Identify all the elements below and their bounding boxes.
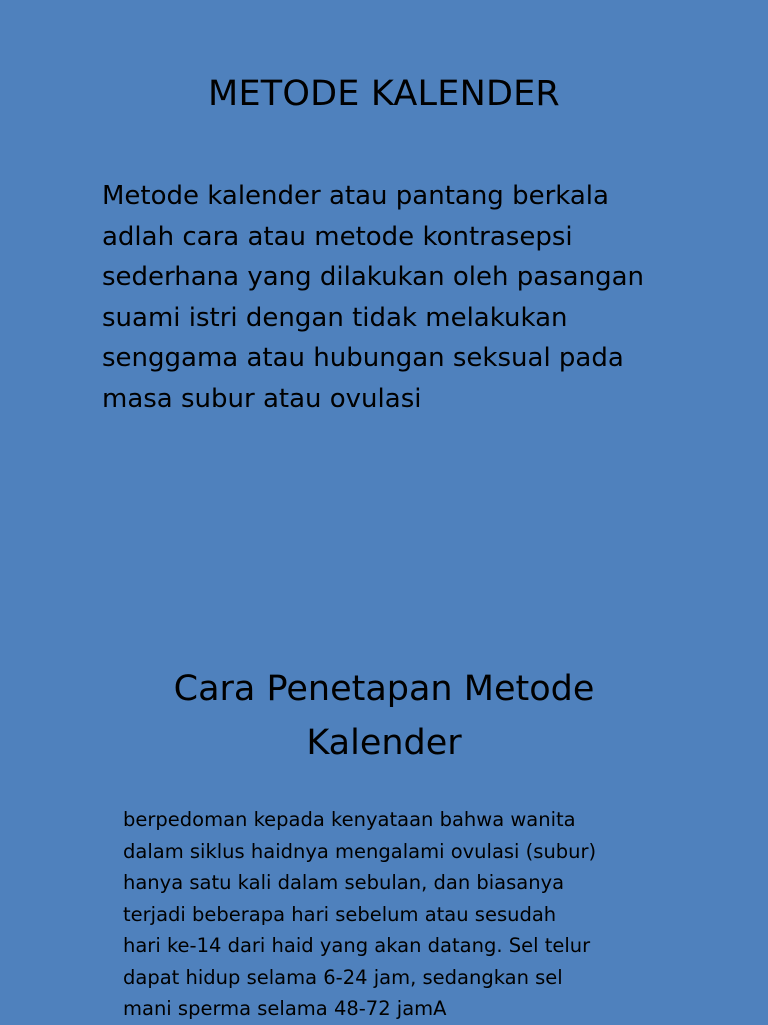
slide-metode-kalender (0, 0, 768, 512)
slide-cara-penetapan (0, 512, 768, 1024)
slide-body-text: Metode kalender atau pantang berkala adlah cara atau metode kontrasepsi sederhana yang dilakukan oleh pasangan suami istri dengan tidak melakukan senggama atau hubungan seksual pada masa subur atau ovulasi (102, 181, 645, 414)
slide-title: Cara Penetapan Metode Kalender (173, 669, 595, 763)
slide-title: METODE KALENDER (208, 74, 560, 114)
slide-body-text: berpedoman kepada kenyataan bahwa wanita dalam siklus haidnya mengalami ovulasi (subur) hanya satu kali dalam sebulan, dan biasanya terjadi beberapa hari sebelum atau sesudah hari ke-14 dari haid yang akan datang. Sel telur dapat hidup selama 6-24 jam, sedangkan sel mani sperma selama 48-72 jamA (123, 808, 597, 1020)
